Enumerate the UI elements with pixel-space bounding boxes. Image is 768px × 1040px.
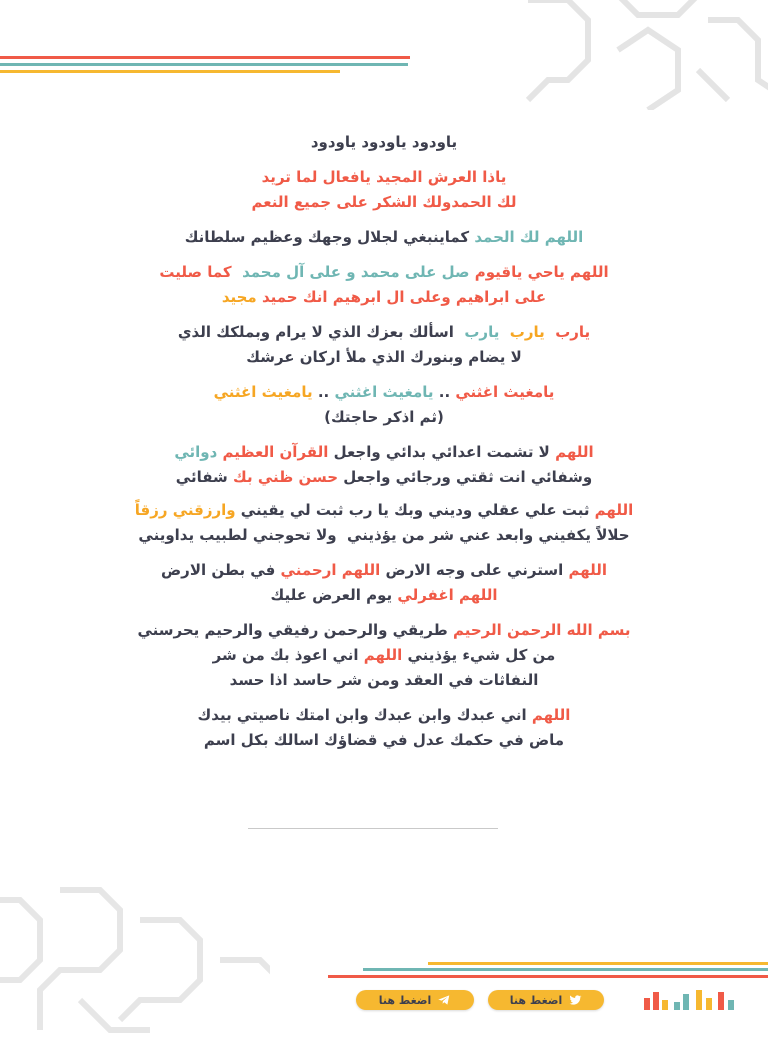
text-segment: .. [433, 383, 456, 401]
text-segment: دوائي [174, 443, 223, 461]
brand-bars-logo [644, 988, 740, 1010]
text-segment: شفائي [175, 468, 233, 486]
geometric-pattern-bottom-left [0, 880, 270, 1040]
text-segment: اللهم [568, 561, 607, 579]
text-line [30, 523, 738, 548]
text-segment: اللهم [594, 501, 634, 519]
text-segment: طريقي والرحمن رفيقي والرحيم يحرسني [137, 621, 453, 639]
text-segment: وارزقني رزقاً [134, 501, 236, 519]
twitter-bird-icon [568, 993, 582, 1007]
text-segment: .. [312, 383, 335, 401]
text-segment: (ثم اذكر حاجتك) [324, 408, 444, 426]
text-segment: لا يضام وبنورك الذي ملأ اركان عرشك [246, 348, 522, 366]
text-line [30, 260, 738, 285]
text-line [30, 498, 738, 523]
text-segment: يارب [555, 323, 591, 341]
text-segment: في بطن الارض [161, 561, 281, 579]
text-line [30, 405, 738, 430]
text-segment: صل على محمد و على آل محمد [236, 263, 475, 281]
text-line [30, 345, 738, 370]
text-line [30, 728, 738, 753]
twitter-button[interactable] [488, 990, 604, 1010]
text-line [30, 190, 738, 215]
text-segment: اللهم لك الحمد [474, 228, 584, 246]
text-segment: يامغيث اغثني [213, 383, 313, 401]
text-line [30, 165, 738, 190]
line-group-3 [30, 225, 738, 250]
text-segment: بسم الله الرحمن الرحيم [452, 621, 631, 639]
line-group-11 [30, 703, 738, 753]
text-segment: كماينبغي لجلال وجهك وعظيم سلطانك [184, 228, 475, 246]
line-group-6 [30, 380, 738, 430]
line-group-8 [30, 498, 738, 548]
text-line [30, 320, 738, 345]
text-segment: اللهم [363, 646, 403, 664]
text-segment: ياذا العرش المجيد يافعال لما تريد [261, 168, 507, 186]
text-segment: على ابراهيم وعلى ال ابرهيم انك حميد [261, 288, 547, 306]
telegram-plane-icon [437, 993, 451, 1007]
bottom-decorative-lines [328, 962, 768, 982]
text-segment: حسن ظني بك [233, 468, 339, 486]
line-group-2 [30, 165, 738, 215]
text-line [30, 225, 738, 250]
text-line [30, 130, 738, 155]
text-line [30, 440, 738, 465]
twitter-button-label: اضغط هنا [509, 993, 563, 1007]
text-line [30, 285, 738, 310]
text-segment: ماض في حكمك عدل في قضاؤك اسالك بكل اسم [203, 731, 565, 749]
text-segment: اللهم [531, 706, 571, 724]
text-line [30, 583, 738, 608]
text-segment: ثبت علي عقلي وديني وبك يا رب ثبت لي يقيني [235, 501, 595, 519]
text-segment: يامغيث اغثني [334, 383, 434, 401]
telegram-button-label: اضغط هنا [378, 993, 432, 1007]
text-segment: وشفائي انت ثقتي ورجائي واجعل [338, 468, 593, 486]
text-segment: اسألك بعزك الذي لا يرام وبملكك الذي [177, 323, 460, 341]
text-segment: مجيد [221, 288, 262, 306]
line-group-4 [30, 260, 738, 310]
text-segment: كما صليت [159, 263, 237, 281]
text-line [30, 465, 738, 490]
text-segment: القرآن العظيم [222, 443, 329, 461]
line-group-7 [30, 440, 738, 490]
text-segment: اني اعوذ بك من شر [212, 646, 364, 664]
text-line [30, 380, 738, 405]
text-segment: اللهم ارحمني [280, 561, 381, 579]
text-segment: ياودود ياودود ياودود [310, 133, 458, 151]
text-segment: يارب [459, 323, 505, 341]
text-segment: لا تشمت اعدائي بدائي واجعل [328, 443, 556, 461]
text-segment: يامغيث اغثني [455, 383, 555, 401]
text-segment: اللهم اغفرلي [397, 586, 498, 604]
text-segment: اني عبدك وابن عبدك وابن امتك ناصيتي بيدك [197, 706, 532, 724]
text-segment: لك الحمدولك الشكر على جميع النعم [251, 193, 517, 211]
text-segment: حلالاً يكفيني وابعد عني شر من يؤذيني ولا تحوجني لطبيب يداويني [138, 526, 630, 544]
divider [248, 828, 498, 829]
line-group-1 [30, 130, 738, 155]
text-line [30, 558, 738, 583]
text-segment: النفاثات في العقد ومن شر حاسد اذا حسد [229, 671, 539, 689]
text-line [30, 618, 738, 643]
text-segment: اللهم ياحي ياقيوم [474, 263, 609, 281]
text-segment: يارب [504, 323, 556, 341]
supplication-text [30, 130, 738, 763]
text-line [30, 703, 738, 728]
line-group-5 [30, 320, 738, 370]
text-line [30, 668, 738, 693]
top-decorative-lines [0, 56, 420, 76]
geometric-pattern-top-right [508, 0, 768, 110]
line-group-9 [30, 558, 738, 608]
text-segment: اللهم [555, 443, 594, 461]
telegram-button[interactable] [356, 990, 474, 1010]
text-segment: من كل شيء يؤذيني [402, 646, 556, 664]
text-line [30, 643, 738, 668]
text-segment: يوم العرض عليك [270, 586, 398, 604]
line-group-10 [30, 618, 738, 693]
text-segment: استرني على وجه الارض [380, 561, 569, 579]
